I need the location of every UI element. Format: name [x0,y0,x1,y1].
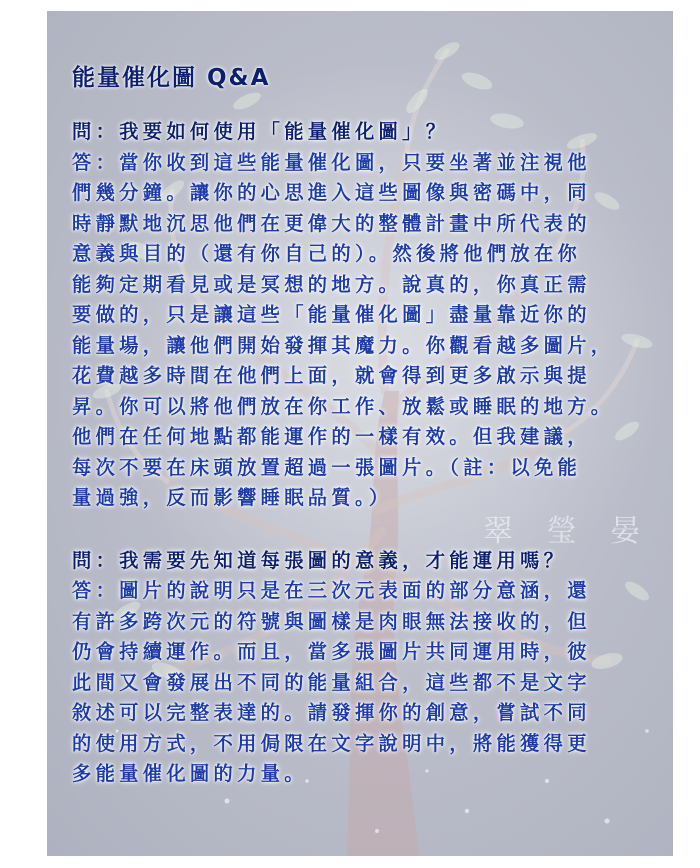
question-2: 問：我需要先知道每張圖的意義，才能運用嗎？ [72,548,568,572]
answer-2-line-5: 敘述可以完整表達的。請發揮你的創意，嘗試不同 [72,701,591,724]
qa-section-2 [72,546,672,790]
question-1: 問：我要如何使用「能量催化圖」？ [72,120,450,143]
artwork-page [47,11,673,856]
answer-1-line-1: 答：當你收到這些能量催化圖，只要坐著並注視他 [72,150,591,174]
answer-2-line-2: 有許多跨次元的符號與圖樣是肉眼無法接收的，但 [72,609,591,633]
answer-2-line-3: 仍會持續運作。而且，當多張圖片共同運用時，彼 [72,640,591,663]
answer-1-line-5: 能夠定期看見或是冥想的地方。說真的，你真正需 [72,272,591,296]
answer-1-line-12: 量過強，反而影響睡眠品質。） [72,486,393,509]
answer-2-line-1: 答：圖片的說明只是在三次元表面的部分意涵，還 [72,579,591,602]
answer-1-line-6: 要做的，只是讓這些「能量催化圖」盡量靠近你的 [72,303,591,326]
document-title: 能量催化圖 Q&A [72,65,271,91]
watermark: 翠 瑩 晏 [483,514,653,549]
answer-1-line-10: 他們在任何地點都能運作的一樣有效。但我建議， [72,425,591,448]
answer-1-line-3: 時靜默地沉思他們在更偉大的整體計畫中所代表的 [72,211,591,235]
answer-1-line-9: 昇。你可以將他們放在你工作、放鬆或睡眠的地方。 [72,394,615,418]
answer-2-line-7: 多能量催化圖的力量。 [72,762,308,785]
answer-1-line-8: 花費越多時間在他們上面，就會得到更多啟示與提 [72,364,591,387]
answer-1-line-7: 能量場，讓他們開始發揮其魔力。你觀看越多圖片， [72,333,615,357]
qa-section-1 [72,117,672,514]
answer-1-line-11: 每次不要在床頭放置超過一張圖片。（註：以免能 [72,455,582,479]
answer-1-line-2: 們幾分鐘。讓你的心思進入這些圖像與密碼中，同 [72,181,591,204]
answer-2-line-4: 此間又會發展出不同的能量組合，這些都不是文字 [72,670,591,694]
document-content [72,63,672,790]
answer-2-line-6: 的使用方式，不用侷限在文字說明中，將能獲得更 [72,731,591,755]
answer-1-line-4: 意義與目的（還有你自己的）。然後將他們放在你 [72,242,582,265]
